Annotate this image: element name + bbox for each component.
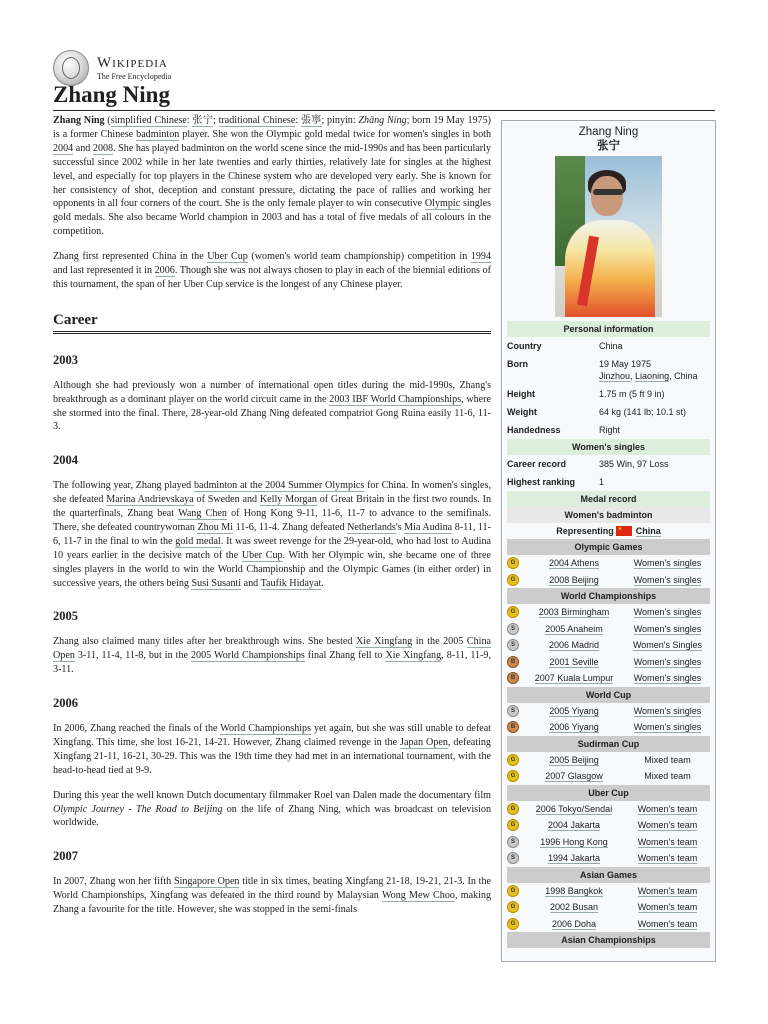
medal-row <box>507 621 710 638</box>
medal-category-link[interactable]: Women's team <box>637 836 698 847</box>
bronze-medal-icon: B <box>507 721 519 733</box>
text-run: . <box>321 577 324 589</box>
medal-event <box>523 706 625 716</box>
medal-category-text: Mixed team <box>644 754 691 765</box>
gold-medal-icon: G <box>507 557 519 569</box>
infobox-row <box>507 355 710 385</box>
heading-2005: 2005 <box>53 609 78 624</box>
medal-event-link[interactable]: 2004 Jakarta <box>547 820 601 831</box>
medal-category-link[interactable]: Women's team <box>637 902 698 913</box>
infobox-key: Height <box>507 389 535 399</box>
text-run: 3-11, 11-4, 11-8, but in the <box>74 650 191 662</box>
medal-event <box>523 804 625 814</box>
infobox-key: Born <box>507 359 528 369</box>
text-run: , 8-11, 11-9, 3-11. <box>53 650 492 676</box>
gold-medal-icon: G <box>507 819 519 831</box>
text-run: . With her Olympic win, she became one of three singles players in the world to win the World Championship and the Olympic Games (in either order) in successive years, the others being <box>53 549 492 589</box>
medal-row <box>507 883 710 900</box>
silver-medal-icon: S <box>507 705 519 717</box>
wiki-link[interactable]: Singapore Open <box>173 876 240 888</box>
infobox-value-text: China <box>599 341 623 351</box>
text-run: 's <box>395 521 405 533</box>
text-run: of Great Britain in the first two rounds. In the quarterfinals, Zhang beat <box>53 494 492 520</box>
text-run: yet again, but she was still unable to defeat Xingfang. This time, she lost 16-21, 14-21. However, Zhang claimed revenge in the <box>53 723 491 748</box>
medal-row <box>507 637 710 654</box>
italic-text: Olympic Journey - The Road to Beijing <box>53 803 223 815</box>
medal-event-link[interactable]: 1996 Hong Kong <box>540 836 608 847</box>
infobox-value <box>599 406 710 418</box>
site-tagline: The Free Encyclopedia <box>97 71 172 81</box>
wiki-link[interactable]: Uber Cup <box>207 251 248 263</box>
wiki-link[interactable]: Olympic <box>424 198 461 210</box>
personal-info-header: Personal information <box>507 321 710 337</box>
career-heading: Career <box>53 314 491 334</box>
medal-event-link[interactable]: 2006 Doha <box>551 918 597 929</box>
medal-event-link[interactable]: 2007 Kuala Lumpur <box>534 673 614 684</box>
text-run: . She has played badminton on the world scene since the mid-1990s and has been particularly successful since 2002 while in her late twenties and early thirties, relatively late for singles at the highest level, and especially for top players in the Chinese system who are developed very early. She is known for her consistency of shot, deception and constant pressure, dictating the pace of rallies and working her opponents in all four corners of the court. She is the only female player to win consecutive <box>53 142 492 210</box>
text-run: and last represented it in <box>53 265 155 277</box>
silver-medal-icon: S <box>507 623 519 635</box>
text-run: of Hong Kong 9-11, 11-6, 11-7 to advance to the semifinals. There, she defeated countrywoman <box>53 508 492 533</box>
representing-label: Representing <box>556 526 614 536</box>
medal-section-header: Asian Games <box>507 867 710 883</box>
title-divider <box>53 110 715 111</box>
medal-section-header: Uber Cup <box>507 785 710 801</box>
birthplace-link[interactable]: Liaoning <box>635 371 670 381</box>
text-run: and <box>241 577 261 589</box>
page-title: Zhang Ning <box>53 82 170 107</box>
medal-category-link[interactable]: Women's singles <box>633 623 702 634</box>
infobox-value <box>599 458 710 470</box>
medal-sport-header: Women's badminton <box>507 507 710 523</box>
medal-category <box>625 640 710 650</box>
text-run: in the 2005 <box>412 636 467 648</box>
gold-medal-icon: G <box>507 901 519 913</box>
medal-category-link[interactable]: Women's singles <box>633 558 702 569</box>
infobox-value-text: 19 May 1975 <box>599 359 652 369</box>
representing-row <box>507 523 710 539</box>
gold-medal-icon: G <box>507 885 519 897</box>
medal-event-link[interactable]: 2005 Anaheim <box>545 623 603 634</box>
text-run: ( <box>104 115 111 126</box>
infobox-value <box>599 358 710 382</box>
text-run: of Sweden and <box>193 494 260 506</box>
infobox-value-text: 1 <box>599 477 605 487</box>
intro-paragraph-2 <box>53 250 491 292</box>
wiki-link[interactable]: 2008 <box>92 142 114 154</box>
medal-event <box>523 919 625 929</box>
text-run: ; <box>213 115 219 126</box>
text-run: title in six times, beating Xingfang 21-18, 19-21, 21-3. In the World Championships, Xingfang was defeated in the third round by Malaysian <box>53 876 491 902</box>
infobox-row <box>507 473 710 491</box>
medal-sections <box>502 539 715 948</box>
paragraph-2005 <box>53 635 491 677</box>
player-photo[interactable] <box>555 156 662 317</box>
text-run: . Though she was not always chosen to play in each of the biennial editions of this tournament, the span of her Uber Cup service is the longest of any Chinese player. <box>53 265 491 290</box>
silver-medal-icon: S <box>507 836 519 848</box>
medal-row <box>507 850 710 867</box>
medal-event <box>523 853 625 863</box>
wiki-link[interactable]: 2004 <box>53 142 74 154</box>
intro-paragraph-1 <box>53 114 491 239</box>
medal-event-link[interactable]: 2003 Birmingham <box>538 607 610 618</box>
infobox-row <box>507 421 710 439</box>
paragraph-2006b <box>53 789 491 831</box>
medal-event <box>523 755 625 765</box>
wiki-link[interactable]: Wong Mew Choo <box>381 890 455 902</box>
wiki-link[interactable]: Uber Cup <box>241 549 283 561</box>
wiki-link[interactable]: China Open <box>53 636 491 662</box>
medal-category-link[interactable]: Women's Singles <box>632 640 703 651</box>
medal-category-link[interactable]: Women's team <box>637 918 698 929</box>
medal-category-link[interactable]: Women's singles <box>633 722 702 733</box>
text-run: singles gold medals. She also became World champion in 2003 and has a total of five medals of all colours in the competition. <box>53 198 491 238</box>
infobox-key: Weight <box>507 407 537 417</box>
infobox <box>501 120 716 962</box>
gold-medal-icon: G <box>507 754 519 766</box>
infobox-key: Career record <box>507 459 567 469</box>
wiki-link[interactable]: badminton at the 2004 Summer Olympics <box>194 480 365 492</box>
text-run: . It was sweet revenge for the 29-year-old, who had lost to Audina 10 years earlier in the decisive match of the <box>53 535 491 561</box>
text-run: , defeating Xingfang 21-11, 16-21, 30-29. This was the 19th time they had met in an international tournament, with the head-to-head tied at 9-9. <box>53 736 491 776</box>
wiki-link[interactable]: 张宁 <box>192 115 214 126</box>
paragraph-2007 <box>53 875 491 917</box>
medal-row <box>507 899 710 916</box>
gold-medal-icon: G <box>507 574 519 586</box>
medal-row <box>507 834 710 851</box>
medal-event <box>523 886 625 896</box>
site-name: Wikipedia <box>97 54 168 71</box>
medal-event-link[interactable]: 2008 Beijing <box>549 574 599 585</box>
medal-event-link[interactable]: 2006 Tokyo/Sendai <box>535 803 613 814</box>
medal-category-link[interactable]: Women's singles <box>633 574 702 585</box>
paragraph-2006a <box>53 722 491 778</box>
infobox-value <box>599 476 710 488</box>
silver-medal-icon: S <box>507 639 519 651</box>
medal-category <box>625 820 710 830</box>
bronze-medal-icon: B <box>507 672 519 684</box>
heading-2003: 2003 <box>53 352 78 367</box>
text-run: During this year the well known Dutch documentary filmmaker Roel van Dalen made the documentary film <box>53 789 491 801</box>
text-run: and <box>73 142 93 154</box>
medal-event <box>523 575 625 585</box>
medal-category <box>625 755 710 765</box>
medal-event-link[interactable]: 1994 Jakarta <box>547 853 601 864</box>
medal-row <box>507 916 710 933</box>
infobox-value <box>599 388 710 400</box>
wiki-link[interactable]: Mia Audina <box>404 521 453 533</box>
infobox-row <box>507 455 710 473</box>
wiki-link[interactable]: Marina Andrievskaya <box>106 494 194 506</box>
medal-row <box>507 572 710 589</box>
wiki-link[interactable]: Xie Xingfang <box>355 636 413 648</box>
medal-row <box>507 703 710 720</box>
medal-section-header: Olympic Games <box>507 539 710 555</box>
medal-row <box>507 654 710 671</box>
medal-category <box>625 657 710 667</box>
infobox-value-text: 1.75 m (5 ft 9 in) <box>599 389 665 399</box>
medal-row <box>507 768 710 785</box>
medal-record-header: Medal record <box>507 491 710 507</box>
china-flag-icon <box>616 526 632 536</box>
text-run: Zhang first represented China in the <box>53 251 208 263</box>
bold-text: Zhang Ning <box>53 115 105 126</box>
wiki-link[interactable]: Kelly Morgan <box>259 494 317 506</box>
paragraph-2004 <box>53 479 491 590</box>
medal-section-header: World Championships <box>507 588 710 604</box>
heading-2004: 2004 <box>53 453 78 468</box>
wiki-link[interactable]: Xie Xingfang <box>385 650 442 662</box>
medal-event-link[interactable]: 2005 Yiyang <box>549 705 599 716</box>
text-run: , making Zhang a favourite for the title. However, she was stopped in the semi-finals <box>53 890 491 916</box>
text-run: final Zhang fell to <box>304 650 386 662</box>
medal-category <box>625 624 710 634</box>
medal-category <box>625 575 710 585</box>
medal-event-link[interactable]: 2006 Madrid <box>548 640 600 651</box>
medal-event <box>523 837 625 847</box>
photo-face <box>591 176 623 216</box>
infobox-value <box>599 424 710 436</box>
text-run: (women's world team championship) competition in <box>247 251 471 263</box>
text-run: for China. In women's singles, she defeated <box>53 480 491 506</box>
text-run: In 2006, Zhang reached the finals of the <box>53 723 221 734</box>
heading-2007: 2007 <box>53 849 78 864</box>
medal-section-header: World Cup <box>507 687 710 703</box>
medal-category <box>625 837 710 847</box>
medal-event-link[interactable]: 2001 Seville <box>549 656 599 667</box>
wiki-link[interactable]: simplified Chinese <box>110 115 187 126</box>
text-run: : <box>295 115 301 126</box>
medal-event-link[interactable]: 2006 Yiyang <box>549 722 599 733</box>
medal-category-link[interactable]: Women's team <box>637 820 698 831</box>
medal-category <box>625 771 710 781</box>
medal-event <box>523 640 625 650</box>
personal-info-rows <box>502 337 715 439</box>
medal-event <box>523 673 625 683</box>
text-run: on the life of Zhang Ning, which was broadcast on television worldwide. <box>53 803 492 829</box>
wikipedia-wordmark <box>97 56 171 81</box>
wiki-link[interactable]: 2006 <box>154 265 175 277</box>
medal-row <box>507 604 710 621</box>
wikipedia-globe-icon <box>53 50 89 86</box>
medal-event <box>523 558 625 568</box>
text-run: Zhang also claimed many titles after her breakthrough wins. She bested <box>53 636 356 648</box>
bronze-medal-icon: B <box>507 656 519 668</box>
article-body <box>53 114 491 928</box>
medal-category-link[interactable]: Women's singles <box>633 705 702 716</box>
infobox-value <box>599 340 710 352</box>
wiki-link[interactable]: Zhou Mi <box>197 521 234 533</box>
text-run: player. She won the Olympic gold medal twice for women's singles in both <box>179 128 492 140</box>
medal-section-header: Asian Championships <box>507 932 710 948</box>
medal-category <box>625 886 710 896</box>
infobox-key: Handedness <box>507 425 561 435</box>
infobox-value-text: 64 kg (141 lb; 10.1 st) <box>599 407 687 417</box>
medal-category-link[interactable]: Women's singles <box>633 607 702 618</box>
wiki-link[interactable]: World Championships <box>220 723 312 734</box>
italic-text: Zhāng Níng <box>358 115 407 126</box>
wikipedia-logo[interactable] <box>53 50 171 86</box>
medal-event <box>523 722 625 732</box>
gold-medal-icon: G <box>507 918 519 930</box>
medal-event <box>523 771 625 781</box>
medal-event <box>523 657 625 667</box>
medal-row <box>507 555 710 572</box>
birthplace-text: China <box>674 371 698 381</box>
womens-singles-header: Women's singles <box>507 439 710 455</box>
medal-event-link[interactable]: 2004 Athens <box>548 558 600 569</box>
medal-event-link[interactable]: 2007 Glasgow <box>545 771 603 782</box>
medal-category-text: Mixed team <box>644 771 691 782</box>
medal-section-header: Sudirman Cup <box>507 736 710 752</box>
medal-event-link[interactable]: 2005 Beijing <box>549 754 599 765</box>
medal-category-link[interactable]: Women's team <box>637 885 698 896</box>
text-run: ; pinyin: <box>321 115 359 126</box>
infobox-row <box>507 337 710 355</box>
wiki-link[interactable]: 2003 IBF World Championships <box>329 393 462 405</box>
gold-medal-icon: G <box>507 606 519 618</box>
wiki-link[interactable]: 2005 World Championships <box>190 650 305 662</box>
medal-category <box>625 919 710 929</box>
medal-category <box>625 902 710 912</box>
text-run: , where she stormed into the final. There, 28-year-old Zhang Ning defeated compatriot Gong Ruina easily 11-6, 11-3. <box>53 393 491 433</box>
wiki-link[interactable]: gold medal <box>175 535 221 547</box>
wiki-link[interactable]: Wang Chen <box>178 508 227 520</box>
infobox-row <box>507 385 710 403</box>
medal-category <box>625 706 710 716</box>
medal-row <box>507 719 710 736</box>
medal-event-link[interactable]: 2002 Busan <box>549 902 599 913</box>
medal-row <box>507 752 710 769</box>
text-run: In 2007, Zhang won her fifth <box>53 876 174 888</box>
infobox-value-text: Right <box>599 425 621 435</box>
infobox-chinese-name: 张宁 <box>597 140 620 152</box>
text-run: The following year, Zhang played <box>53 480 194 492</box>
paragraph-2003 <box>53 379 491 435</box>
text-run: ; born 19 May 1975) is a former Chinese <box>53 115 492 140</box>
medal-category-link[interactable]: Women's singles <box>633 673 702 684</box>
medal-category-link[interactable]: Women's team <box>637 803 698 814</box>
medal-category <box>625 853 710 863</box>
wiki-link[interactable]: Susi Susanti <box>191 577 242 589</box>
medal-event-link[interactable]: 1998 Bangkok <box>545 885 603 896</box>
medal-row <box>507 801 710 818</box>
wiki-link[interactable]: traditional Chinese <box>218 115 296 126</box>
text-run: : <box>186 115 193 126</box>
medal-category <box>625 804 710 814</box>
wiki-link[interactable]: badminton <box>136 128 180 140</box>
medal-event <box>523 902 625 912</box>
medal-category <box>625 558 710 568</box>
text-run: Although she had previously won a number of international open titles during the mid-1990s, Zhang's breakthrough as a dominant player on the world circuit came in the <box>53 379 491 405</box>
medal-category <box>625 722 710 732</box>
medal-category-link[interactable]: Women's singles <box>633 656 702 667</box>
gold-medal-icon: G <box>507 770 519 782</box>
medal-category <box>625 607 710 617</box>
infobox-key: Country <box>507 341 542 351</box>
birthplace-line: Jinzhou, Liaoning, China <box>599 371 698 381</box>
silver-medal-icon: S <box>507 852 519 864</box>
medal-event <box>523 624 625 634</box>
singles-rows <box>502 455 715 491</box>
wiki-link[interactable]: Taufik Hidayat <box>260 577 322 589</box>
medal-event <box>523 820 625 830</box>
infobox-name: Zhang Ning <box>578 126 639 138</box>
medal-category-link[interactable]: Women's team <box>637 853 698 864</box>
representing-country-link[interactable]: China <box>635 525 661 536</box>
text-run: 8-11, 11-6, 11-7 in the final to win the <box>53 521 491 547</box>
text-run: 11-6, 11-4. Zhang defeated <box>233 521 348 533</box>
medal-category <box>625 673 710 683</box>
wiki-link[interactable]: Netherlands <box>347 521 396 533</box>
infobox-value-text: 385 Win, 97 Loss <box>599 459 669 469</box>
medal-event <box>523 607 625 617</box>
wiki-link[interactable]: 張寧 <box>300 115 322 126</box>
medal-row <box>507 817 710 834</box>
photo-glasses <box>593 189 623 195</box>
birthplace-link[interactable]: Jinzhou <box>599 371 631 381</box>
infobox-key: Highest ranking <box>507 477 576 487</box>
heading-2006: 2006 <box>53 696 78 711</box>
wiki-link[interactable]: Japan Open <box>400 736 448 748</box>
infobox-row <box>507 403 710 421</box>
medal-row <box>507 670 710 687</box>
wiki-link[interactable]: 1994 <box>470 251 492 263</box>
gold-medal-icon: G <box>507 803 519 815</box>
